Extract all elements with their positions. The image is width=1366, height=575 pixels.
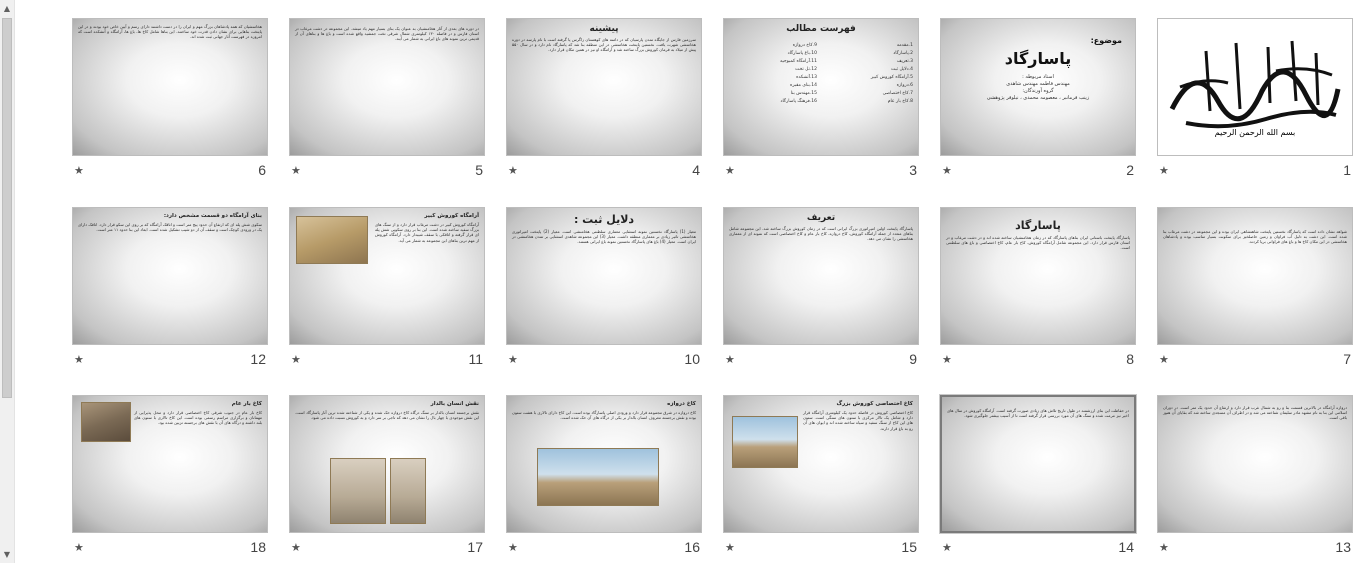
slide-number: 18 — [250, 539, 266, 555]
scroll-down-arrow-icon[interactable]: ▼ — [3, 550, 11, 559]
palace-photo — [732, 416, 798, 468]
slide-body-text: نقش برجسته انسان بالدار بر سنگ درگاه کاخ دروازه حک شده و یکی از شناخته شده ترین آثار پاسارگاد است. این نقش موجودی با چهار بال را نشان می دهد که تاجی بر سر دارد و به کوروش نسبت داده می شود. — [295, 410, 479, 421]
slide-preview[interactable] — [72, 207, 268, 345]
slide-topic-label: موضوع: — [1090, 36, 1122, 45]
star-icon[interactable]: ★ — [508, 353, 518, 366]
slide-preview[interactable] — [723, 395, 919, 533]
tomb-photo — [296, 216, 368, 264]
toc-item: 7.کاخ اختصاصی — [882, 91, 913, 96]
star-icon[interactable]: ★ — [291, 353, 301, 366]
slide-number: 8 — [1126, 351, 1134, 367]
slide-thumbnail-10[interactable] — [506, 207, 702, 387]
gate-palace-photo — [537, 448, 659, 506]
slide-title: آرامگاه کوروش کبیر — [424, 213, 479, 219]
slide-number: 12 — [250, 351, 266, 367]
star-icon[interactable]: ★ — [942, 164, 952, 177]
slide-number: 10 — [684, 351, 700, 367]
slide-thumbnail-4[interactable] — [506, 18, 702, 198]
star-icon[interactable]: ★ — [725, 164, 735, 177]
audience-hall-photo — [81, 402, 131, 442]
slide-body-text: در دوره های بعدی از آثار هخامنشیان به عنوان یک بنای بسیار مهم یاد میشد. این مجموعه در دشت مرغاب در استان فارس و در فاصله ۱۳۰ کیلومتری شمال شرقی تخت جمشید واقع شده است و باغ ها و بناهای آن از قدیمی ترین نمونه های باغ ایرانی به شمار می آیند. — [295, 26, 479, 42]
slide-title: پاسارگاد — [1015, 219, 1061, 232]
slide-preview[interactable] — [289, 207, 485, 345]
slide-body-text: آرامگاه کوروش کبیر در دشت مرغاب قرار دارد و از سنگ های بزرگ سفید ساخته شده است. این بنا بر روی سکویی شش پله ای قرار گرفته و اتاقکی با سقف شیبدار دارد. آرامگاه کوروش از مهم ترین بناهای این مجموعه به شمار می آید. — [375, 222, 479, 243]
slide-preview[interactable] — [940, 395, 1136, 533]
slide-title: فهرست مطالب — [786, 24, 856, 34]
slide-body-text: دروازه آرامگاه در بالاترین قسمت بنا و رو به شمال غرب قرار دارد و ارتفاع آن حدود یک متر است. در دوران اسلامی این بنا به نام مشهد مادر سلیمان شناخته می شد و در اطراف آن مسجدی ساخته شد که بقایای آن هنوز باقی است. — [1163, 405, 1347, 421]
slide-number: 15 — [901, 539, 917, 555]
slide-title: کاخ اختصاصی کوروش بزرگ — [836, 401, 913, 407]
star-icon[interactable]: ★ — [942, 541, 952, 554]
slide-thumbnail-16[interactable] — [506, 395, 702, 575]
toc-list — [729, 42, 913, 106]
toc-item: 9.کاخ دروازه — [792, 43, 817, 48]
slide-title: دلایل ثبت : — [573, 213, 635, 226]
slide-number: 13 — [1335, 539, 1351, 555]
slide-preview[interactable] — [289, 395, 485, 533]
slide-preview[interactable] — [1157, 18, 1353, 156]
star-icon[interactable]: ★ — [291, 164, 301, 177]
toc-item: 14.بنای مقبره — [790, 83, 817, 88]
slide-body-text: هخامنشیان که همه پادشاهان بزرگ مهم و ایران را در دست داشتند دارای رسم و آیین خاص خود بودند و در این پایتخت بناهایی برای نشان دادن قدرت خود ساختند. این بناها شامل کاخ ها، باغ ها، آرامگاه و آتشکده است که امروزه در فهرست آثار جهانی ثبت شده اند. — [78, 24, 262, 40]
slide-thumbnail-2[interactable] — [940, 18, 1136, 198]
slide-body-text: سکوی شش پله ای که ارتفاع آن حدود پنج متر است و اتاقک آرامگاه که بر روی این سکو قرار دارد. اتاقک دارای یک در ورودی کوچک است و سقف آن از دو شیب تشکیل شده است. ابعاد این بنا حدود ۱۱ متر است. — [77, 222, 262, 233]
slide-number: 3 — [909, 162, 917, 178]
slide-number: 7 — [1343, 351, 1351, 367]
toc-item: 15.مهندس بنا — [790, 91, 817, 96]
slide-title: بنای آرامگاه دو قسمت مشخص دارد: — [163, 213, 262, 219]
slide-thumbnail-6[interactable] — [72, 18, 268, 198]
slide-number: 1 — [1343, 162, 1351, 178]
slide-preview[interactable] — [723, 18, 919, 156]
star-icon[interactable]: ★ — [291, 541, 301, 554]
slide-preview[interactable] — [72, 18, 268, 156]
slide-thumbnail-17[interactable] — [289, 395, 485, 575]
slide-title: کاخ دروازه — [667, 401, 696, 407]
slide-title: پیشینه — [589, 24, 619, 34]
slide-line: مهندس فاطمه مهندس شاهدی — [1006, 81, 1070, 87]
slide-number: 6 — [258, 162, 266, 178]
slide-main-title: پاسارگاد — [1004, 49, 1072, 68]
slide-body-text: در حفاظت این بنای ارزشمند در طول تاریخ تلاش های زیادی صورت گرفته است. آرامگاه کوروش در سال های اخیر نیز مرمت شده و سنگ های آن مورد بررسی قرار گرفته است تا از آسیب بیشتر جلوگیری شود. — [947, 408, 1129, 419]
slide-body-text: شواهد نشان داده است که پاسارگاد نخستین پایتخت شاهنشاهی ایران بوده و این مجموعه در دشت مرغاب بنا شده است. این دشت به دلیل آب فراوان و زمین حاصلخیز برای سکونت بسیار مناسب بوده و پادشاهان هخامنشی در این مکان کاخ ها و باغ های فراوانی برپا کردند. — [1163, 229, 1347, 245]
star-icon[interactable]: ★ — [74, 353, 84, 366]
slide-number: 9 — [909, 351, 917, 367]
slide-number: 11 — [468, 351, 483, 367]
slide-preview[interactable] — [723, 207, 919, 345]
toc-item: 6.دروازه — [896, 83, 913, 88]
toc-item: 16.فرهنگ پاسارگاد — [780, 99, 817, 104]
slide-thumbnail-12[interactable] — [72, 207, 268, 387]
star-icon[interactable]: ★ — [942, 353, 952, 366]
slide-body-text: سرزمین فارس از جایگاه تمدن پارسیان که در دامنه های کوهستان زاگرس پا گرفته است با نام پارسه در دوره هخامنشی شهرت یافت. نخستین پایتخت هخامنشی در این منطقه بنا شد که پاسارگاد نام دارد و در سال ۵۵۰ پیش از میلاد به فرمان کوروش بزرگ ساخته شد و آرامگاه او نیز در همین مکان قرار دارد. — [512, 37, 696, 53]
slide-thumbnail-14[interactable] — [940, 395, 1136, 575]
star-icon[interactable]: ★ — [1159, 541, 1169, 554]
slide-number: 2 — [1126, 162, 1134, 178]
slide-body-text: کاخ دروازه در شرق مجموعه قرار دارد و ورودی اصلی پاسارگاد بوده است. این کاخ دارای تالاری با هشت ستون بوده و نقش برجسته معروف انسان بالدار بر یکی از درگاه های آن حک شده است. — [512, 410, 696, 421]
toc-item: 10.باغ پاسارگاد — [787, 51, 817, 56]
slide-body-text: پاسارگاد پایتخت اولین امپراتوری بزرگ ایرانی است که در زمان کوروش بزرگ ساخته شد. این مجموعه شامل بناهای متعدد از جمله آرامگاه کوروش، کاخ دروازه، کاخ بار عام و کاخ اختصاصی است که نمونه ای از معماری هخامنشی را نشان می دهد. — [729, 226, 913, 242]
slide-line: زینب فرمانبر ، معصومه محمدی ، نیلوفر پژوهشی — [986, 95, 1090, 101]
slide-preview[interactable] — [72, 395, 268, 533]
slide-thumbnail-11[interactable] — [289, 207, 485, 387]
slide-body-text: کاخ اختصاصی کوروش در فاصله حدود یک کیلومتری آرامگاه قرار دارد و شامل یک تالار مرکزی با ستون های سنگی است. ستون های این کاخ از سنگ سفید و سیاه ساخته شده اند و ایوان های آن رو به باغ قرار دارند. — [803, 410, 913, 431]
slide-body-text: کاخ بار عام در جنوب شرقی کاخ اختصاصی قرار دارد و محل پذیرایی از مهمانان و برگزاری مراسم رسمی بوده است. این کاخ تالاری با ستون های بلند داشته و درگاه های آن با نقش های برجسته تزیین شده بود. — [134, 410, 262, 426]
slide-thumbnail-7[interactable] — [1157, 207, 1353, 387]
slide-preview[interactable] — [1157, 207, 1353, 345]
toc-item: 3.تعریف — [896, 59, 913, 64]
vertical-scrollbar[interactable] — [0, 0, 15, 563]
slide-preview[interactable] — [506, 18, 702, 156]
star-icon[interactable]: ★ — [1159, 164, 1169, 177]
star-icon[interactable]: ★ — [1159, 353, 1169, 366]
star-icon[interactable]: ★ — [508, 541, 518, 554]
scroll-thumb[interactable] — [2, 18, 12, 398]
star-icon[interactable]: ★ — [725, 541, 735, 554]
calligraphy-bismillah — [1166, 31, 1344, 141]
toc-item: 5.آرامگاه کوروش کبیر — [870, 75, 913, 80]
slide-thumbnail-9[interactable] — [723, 207, 919, 387]
svg-text:بسم الله الرحمن الرحیم: بسم الله الرحمن الرحیم — [1214, 128, 1296, 137]
slide-thumbnail-13[interactable] — [1157, 395, 1353, 575]
slide-preview[interactable] — [506, 395, 702, 533]
slide-line: گروه آورندگان: — [1022, 88, 1054, 94]
scroll-up-arrow-icon[interactable]: ▲ — [3, 4, 11, 13]
slide-number: 16 — [684, 539, 700, 555]
slide-sorter-grid — [16, 0, 1366, 563]
slide-body-text: پاسارگاد پایتخت باستانی ایران بناهای پاسارگاد که در زمان هخامنشیان ساخته شده اند و در دشت مرغاب و در استان فارس قرار دارد. این مجموعه شامل آرامگاه کوروش، کاخ بار عام، کاخ اختصاصی و باغ های سلطنتی است. — [946, 235, 1130, 251]
toc-column-right — [825, 42, 913, 106]
slide-preview[interactable] — [289, 18, 485, 156]
slide-preview[interactable] — [940, 207, 1136, 345]
slide-thumbnail-8[interactable] — [940, 207, 1136, 387]
slide-thumbnail-1[interactable] — [1157, 18, 1353, 198]
slide-number: 4 — [692, 162, 700, 178]
slide-preview[interactable] — [1157, 395, 1353, 533]
slide-preview[interactable] — [506, 207, 702, 345]
slide-title: تعریف — [806, 213, 836, 223]
winged-figure-photo — [330, 458, 386, 524]
slide-thumbnail-3[interactable] — [723, 18, 919, 198]
star-icon[interactable]: ★ — [725, 353, 735, 366]
star-icon[interactable]: ★ — [74, 164, 84, 177]
star-icon[interactable]: ★ — [74, 541, 84, 554]
star-icon[interactable]: ★ — [508, 164, 518, 177]
slide-thumbnail-18[interactable] — [72, 395, 268, 575]
slide-title: کاخ بار عام — [231, 401, 262, 407]
slide-number: 14 — [1118, 539, 1134, 555]
slide-thumbnail-15[interactable] — [723, 395, 919, 575]
slide-preview[interactable] — [940, 18, 1136, 156]
toc-item: 2.پاسارگاد — [893, 51, 913, 56]
toc-item: 13.آتشکده — [796, 75, 817, 80]
relief-stone-photo — [390, 458, 426, 524]
slide-line: استاد مربوطه : — [1022, 74, 1054, 80]
slide-number: 5 — [475, 162, 483, 178]
slide-title: نقش انسان بالدار — [430, 401, 479, 407]
toc-item: 11.آرامگاه کمبوجیه — [780, 59, 817, 64]
slide-number: 17 — [467, 539, 483, 555]
toc-item: 12.تل تخت — [795, 67, 817, 72]
toc-item: 4.دلایل ثبت — [891, 67, 913, 72]
toc-item: 8.کاخ بار عام — [887, 99, 913, 104]
slide-thumbnail-5[interactable] — [289, 18, 485, 198]
toc-item: 1.مقدمه — [896, 43, 913, 48]
toc-column-left — [729, 42, 817, 106]
slide-body-text: معیار (1) پاسارگاد نخستین نمونه استثنایی معماری سلطنتی هخامنشی است. معیار (2) پایتخت امپراتوری هخامنشی تاثیر زیادی بر معماری منطقه داشت. معیار (3) این مجموعه شاهدی استثنایی بر تمدن هخامنشی در ایران است. معیار (4) باغ های پاسارگاد نخستین نمونه باغ ایرانی هستند. — [512, 229, 696, 245]
